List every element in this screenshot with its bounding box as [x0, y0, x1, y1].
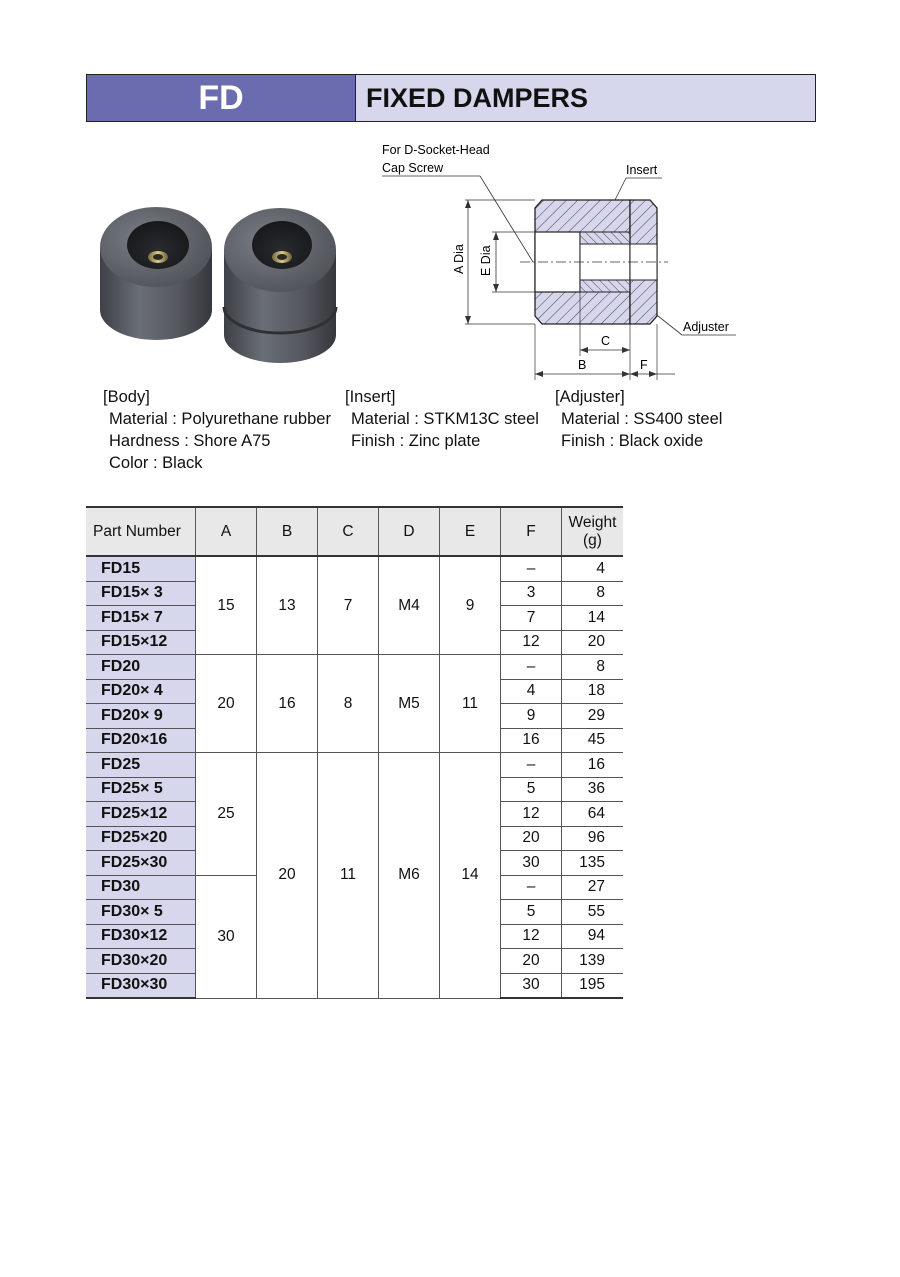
part-number: FD30	[86, 875, 196, 900]
part-number: FD25×20	[86, 826, 196, 851]
cell-f: 5	[501, 900, 562, 925]
cell-weight: 36	[562, 777, 624, 802]
cell-weight: 4	[562, 556, 624, 581]
col-c: C	[318, 507, 379, 556]
cell-d: M5	[379, 655, 440, 753]
cell-f: 5	[501, 777, 562, 802]
cell-e: 9	[440, 556, 501, 655]
cell-e: 11	[440, 655, 501, 753]
body-spec	[103, 386, 331, 474]
product-photo	[96, 195, 356, 370]
cell-f: 30	[501, 851, 562, 876]
col-b: B	[257, 507, 318, 556]
title-bar	[86, 74, 816, 122]
product-code: FD	[87, 75, 356, 121]
cell-weight: 64	[562, 802, 624, 827]
cell-f: 3	[501, 581, 562, 606]
adjuster-material: Material : SS400 steel	[561, 410, 723, 428]
cell-b: 20	[257, 753, 318, 999]
part-number: FD25× 5	[86, 777, 196, 802]
part-number: FD30×12	[86, 924, 196, 949]
cross-section-drawing	[370, 136, 750, 386]
col-e: E	[440, 507, 501, 556]
cell-weight: 94	[562, 924, 624, 949]
cell-b: 13	[257, 556, 318, 655]
insert-label: Insert	[626, 163, 658, 177]
adjuster-spec	[555, 386, 722, 452]
part-number: FD30×20	[86, 949, 196, 974]
part-number: FD20	[86, 655, 196, 680]
cell-f: 30	[501, 973, 562, 998]
cell-weight: 139	[562, 949, 624, 974]
insert-finish: Finish : Zinc plate	[351, 432, 481, 450]
cell-a: 20	[196, 655, 257, 753]
damper-right	[224, 208, 336, 363]
cell-c: 7	[318, 556, 379, 655]
cell-a: 15	[196, 556, 257, 655]
cell-weight: 135	[562, 851, 624, 876]
insert-heading: [Insert]	[345, 388, 396, 406]
part-number: FD20× 9	[86, 704, 196, 729]
weight-unit: (g)	[583, 531, 602, 549]
cell-weight: 8	[562, 655, 624, 680]
insert-spec	[345, 386, 539, 452]
cell-weight: 20	[562, 630, 624, 655]
col-d: D	[379, 507, 440, 556]
col-a: A	[196, 507, 257, 556]
part-number: FD20× 4	[86, 679, 196, 704]
product-title: FIXED DAMPERS	[356, 75, 815, 121]
body-color: Color : Black	[109, 454, 203, 472]
part-number: FD15× 3	[86, 581, 196, 606]
cell-a: 25	[196, 753, 257, 876]
adjuster-finish: Finish : Black oxide	[561, 432, 704, 450]
part-number: FD15×12	[86, 630, 196, 655]
adjuster-label: Adjuster	[683, 320, 729, 334]
cell-c: 11	[318, 753, 379, 999]
weight-label: Weight	[568, 513, 617, 531]
cell-f: 9	[501, 704, 562, 729]
cell-f: –	[501, 655, 562, 680]
table-row	[86, 753, 623, 778]
col-part-number: Part Number	[86, 507, 196, 556]
f-label: F	[640, 358, 648, 372]
cell-f: 12	[501, 924, 562, 949]
part-number: FD15× 7	[86, 606, 196, 631]
cell-f: 12	[501, 630, 562, 655]
part-number: FD15	[86, 556, 196, 581]
part-number: FD20×16	[86, 728, 196, 753]
cell-weight: 195	[562, 973, 624, 998]
cell-f: 20	[501, 826, 562, 851]
col-weight	[562, 507, 624, 556]
cell-weight: 18	[562, 679, 624, 704]
col-f: F	[501, 507, 562, 556]
screw-note-2: Cap Screw	[382, 161, 444, 175]
part-number: FD30× 5	[86, 900, 196, 925]
cell-d: M6	[379, 753, 440, 999]
damper-left	[100, 207, 212, 340]
body-material: Material : Polyurethane rubber	[109, 410, 331, 428]
dimension-table	[86, 506, 623, 999]
cell-weight: 55	[562, 900, 624, 925]
part-number: FD30×30	[86, 973, 196, 998]
table-row	[86, 655, 623, 680]
cell-f: 4	[501, 679, 562, 704]
a-dia-label: A Dia	[452, 244, 466, 274]
cell-f: –	[501, 753, 562, 778]
cell-weight: 8	[562, 581, 624, 606]
cell-e: 14	[440, 753, 501, 999]
table-row	[86, 556, 623, 581]
e-dia-label: E Dia	[479, 245, 493, 276]
cell-weight: 96	[562, 826, 624, 851]
table-header-row	[86, 507, 623, 556]
cell-f: –	[501, 875, 562, 900]
cell-weight: 27	[562, 875, 624, 900]
cell-weight: 45	[562, 728, 624, 753]
b-label: B	[578, 358, 587, 372]
cell-weight: 16	[562, 753, 624, 778]
body-heading: [Body]	[103, 388, 150, 406]
part-number: FD25×12	[86, 802, 196, 827]
screw-note: For D-Socket-Head	[382, 143, 490, 157]
insert-material: Material : STKM13C steel	[351, 410, 539, 428]
cell-a: 30	[196, 875, 257, 998]
cell-f: –	[501, 556, 562, 581]
part-number: FD25	[86, 753, 196, 778]
cell-d: M4	[379, 556, 440, 655]
cell-weight: 29	[562, 704, 624, 729]
part-number: FD25×30	[86, 851, 196, 876]
cell-f: 12	[501, 802, 562, 827]
c-label: C	[601, 334, 611, 348]
cell-b: 16	[257, 655, 318, 753]
cell-c: 8	[318, 655, 379, 753]
adjuster-heading: [Adjuster]	[555, 388, 625, 406]
body-hardness: Hardness : Shore A75	[109, 432, 271, 450]
cell-f: 16	[501, 728, 562, 753]
cell-weight: 14	[562, 606, 624, 631]
cell-f: 7	[501, 606, 562, 631]
cell-f: 20	[501, 949, 562, 974]
